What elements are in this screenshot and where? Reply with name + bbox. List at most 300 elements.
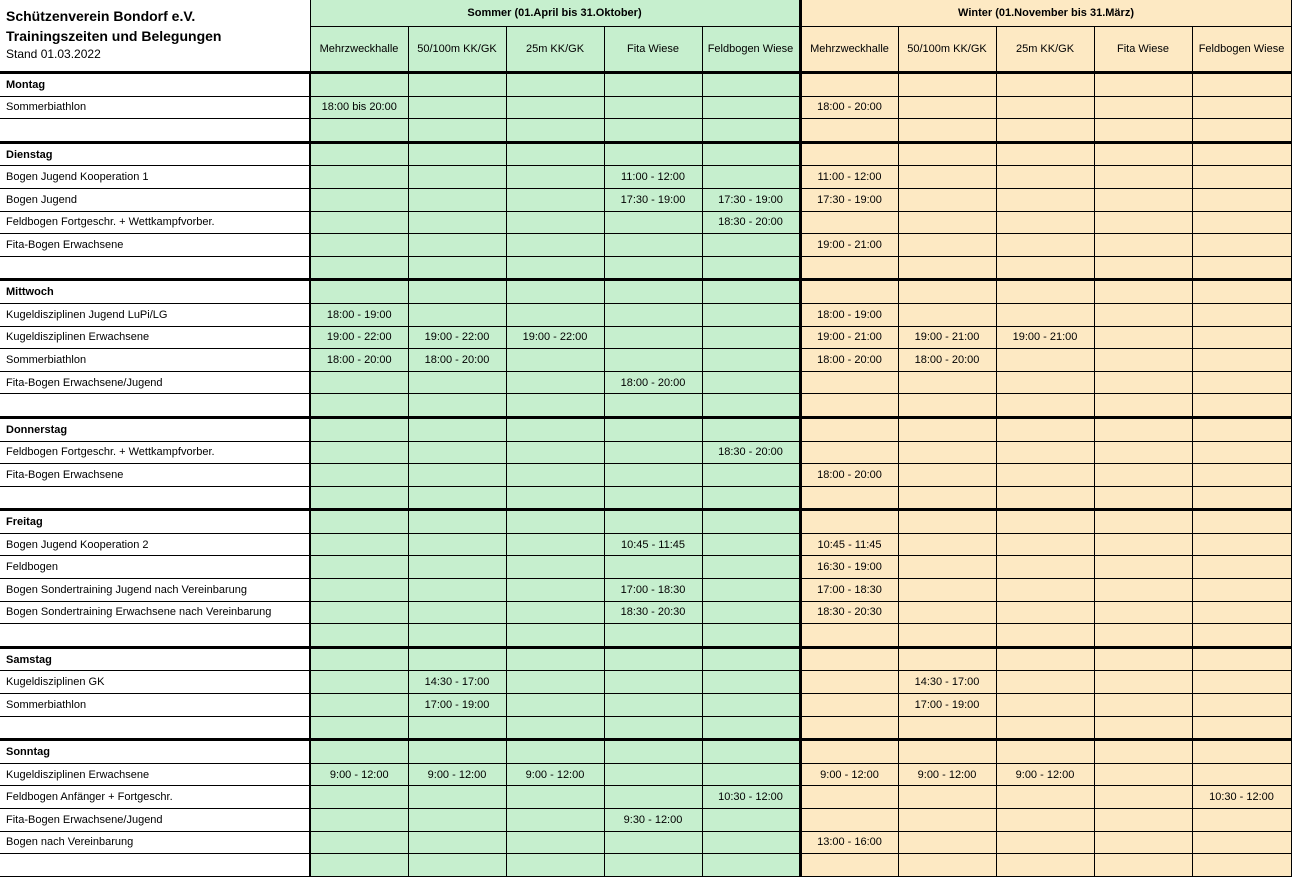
- summer-time-cell: [702, 763, 800, 786]
- summer-time-cell: [310, 809, 408, 832]
- winter-time-cell: [1094, 579, 1192, 602]
- summer-cell: [506, 73, 604, 97]
- activity-label: [0, 394, 310, 418]
- table-row: [0, 671, 1291, 694]
- day-row: [0, 510, 1291, 534]
- winter-time-cell: [1094, 256, 1192, 280]
- summer-time-cell: [604, 326, 702, 349]
- activity-label: Fita-Bogen Erwachsene/Jugend: [0, 371, 310, 394]
- table-row: [0, 716, 1291, 740]
- summer-time-cell: 11:00 - 12:00: [604, 166, 702, 189]
- winter-time-cell: [898, 119, 996, 143]
- summer-time-cell: [310, 211, 408, 234]
- winter-time-cell: 14:30 - 17:00: [898, 671, 996, 694]
- summer-time-cell: [310, 716, 408, 740]
- summer-cell: [604, 740, 702, 764]
- winter-time-cell: [1192, 464, 1291, 487]
- page-title: Trainingszeiten und Belegungen: [6, 28, 222, 44]
- winter-time-cell: [1192, 854, 1291, 877]
- winter-time-cell: [996, 624, 1094, 648]
- winter-time-cell: 17:00 - 19:00: [898, 694, 996, 717]
- summer-time-cell: 18:00 - 20:00: [604, 371, 702, 394]
- summer-time-cell: [408, 188, 506, 211]
- table-row: [0, 394, 1291, 418]
- winter-time-cell: 19:00 - 21:00: [898, 326, 996, 349]
- winter-time-cell: 17:30 - 19:00: [800, 188, 898, 211]
- activity-label: [0, 486, 310, 510]
- table-row: [0, 188, 1291, 211]
- summer-col-header: Mehrzweckhalle: [310, 27, 408, 73]
- winter-cell: [996, 73, 1094, 97]
- summer-time-cell: 18:00 bis 20:00: [310, 96, 408, 119]
- winter-cell: [898, 142, 996, 166]
- summer-cell: [702, 647, 800, 671]
- summer-time-cell: [408, 786, 506, 809]
- summer-time-cell: 14:30 - 17:00: [408, 671, 506, 694]
- winter-time-cell: 13:00 - 16:00: [800, 831, 898, 854]
- summer-time-cell: 18:30 - 20:00: [702, 211, 800, 234]
- activity-label: [0, 716, 310, 740]
- summer-time-cell: [702, 831, 800, 854]
- day-row: [0, 142, 1291, 166]
- summer-time-cell: 18:00 - 20:00: [408, 349, 506, 372]
- winter-time-cell: [1192, 441, 1291, 464]
- winter-time-cell: [1094, 809, 1192, 832]
- winter-time-cell: 10:45 - 11:45: [800, 533, 898, 556]
- summer-time-cell: [702, 371, 800, 394]
- summer-cell: [408, 510, 506, 534]
- summer-cell: [310, 740, 408, 764]
- summer-cell: [408, 647, 506, 671]
- winter-time-cell: [1192, 671, 1291, 694]
- winter-time-cell: [1094, 556, 1192, 579]
- winter-time-cell: [1094, 371, 1192, 394]
- winter-time-cell: [996, 579, 1094, 602]
- winter-cell: [1192, 510, 1291, 534]
- summer-time-cell: [310, 556, 408, 579]
- winter-time-cell: 16:30 - 19:00: [800, 556, 898, 579]
- summer-time-cell: [408, 854, 506, 877]
- winter-time-cell: [898, 831, 996, 854]
- winter-col-header: Mehrzweckhalle: [800, 27, 898, 73]
- winter-time-cell: 10:30 - 12:00: [1192, 786, 1291, 809]
- activity-label: Kugeldisziplinen Erwachsene: [0, 326, 310, 349]
- summer-time-cell: [408, 256, 506, 280]
- summer-time-cell: [506, 533, 604, 556]
- summer-time-cell: [408, 119, 506, 143]
- winter-time-cell: [1192, 394, 1291, 418]
- summer-cell: [506, 280, 604, 304]
- winter-col-header: Feldbogen Wiese: [1192, 27, 1291, 73]
- summer-time-cell: [408, 211, 506, 234]
- activity-label: Fita-Bogen Erwachsene: [0, 464, 310, 487]
- summer-time-cell: [408, 601, 506, 624]
- summer-time-cell: [702, 809, 800, 832]
- activity-label: Fita-Bogen Erwachsene: [0, 234, 310, 257]
- summer-cell: [408, 417, 506, 441]
- winter-cell: [800, 510, 898, 534]
- winter-time-cell: [1094, 486, 1192, 510]
- summer-time-cell: [604, 671, 702, 694]
- activity-label: Kugeldisziplinen GK: [0, 671, 310, 694]
- summer-time-cell: [310, 256, 408, 280]
- summer-time-cell: 18:30 - 20:00: [702, 441, 800, 464]
- summer-time-cell: 17:30 - 19:00: [702, 188, 800, 211]
- winter-time-cell: [1094, 211, 1192, 234]
- summer-time-cell: [506, 579, 604, 602]
- winter-time-cell: [996, 211, 1094, 234]
- summer-time-cell: [702, 854, 800, 877]
- winter-time-cell: 19:00 - 21:00: [800, 234, 898, 257]
- winter-time-cell: [1192, 486, 1291, 510]
- table-row: [0, 831, 1291, 854]
- winter-group-header: Winter (01.November bis 31.März): [800, 0, 1291, 27]
- day-row: [0, 280, 1291, 304]
- winter-time-cell: [1094, 188, 1192, 211]
- winter-cell: [898, 740, 996, 764]
- summer-time-cell: [506, 694, 604, 717]
- winter-time-cell: [1192, 188, 1291, 211]
- summer-cell: [604, 142, 702, 166]
- day-row: [0, 647, 1291, 671]
- winter-cell: [996, 647, 1094, 671]
- winter-time-cell: [1094, 234, 1192, 257]
- summer-time-cell: [506, 601, 604, 624]
- summer-time-cell: [506, 464, 604, 487]
- summer-time-cell: [506, 234, 604, 257]
- summer-time-cell: [408, 166, 506, 189]
- winter-time-cell: [1192, 556, 1291, 579]
- winter-cell: [1192, 417, 1291, 441]
- winter-time-cell: [898, 579, 996, 602]
- winter-time-cell: [800, 786, 898, 809]
- summer-time-cell: [702, 119, 800, 143]
- winter-time-cell: [1192, 716, 1291, 740]
- winter-time-cell: [996, 716, 1094, 740]
- summer-time-cell: [310, 486, 408, 510]
- winter-time-cell: [898, 441, 996, 464]
- summer-time-cell: [310, 786, 408, 809]
- table-row: [0, 809, 1291, 832]
- winter-time-cell: [898, 256, 996, 280]
- winter-time-cell: [996, 831, 1094, 854]
- winter-time-cell: [1192, 831, 1291, 854]
- table-row: [0, 579, 1291, 602]
- table-row: [0, 349, 1291, 372]
- summer-cell: [604, 647, 702, 671]
- winter-time-cell: [1094, 96, 1192, 119]
- winter-time-cell: [996, 854, 1094, 877]
- summer-time-cell: [408, 716, 506, 740]
- winter-time-cell: [1094, 441, 1192, 464]
- summer-cell: [702, 417, 800, 441]
- summer-cell: [702, 740, 800, 764]
- summer-time-cell: [604, 854, 702, 877]
- summer-time-cell: 19:00 - 22:00: [310, 326, 408, 349]
- table-row: [0, 119, 1291, 143]
- summer-col-header: 25m KK/GK: [506, 27, 604, 73]
- table-row: [0, 694, 1291, 717]
- winter-time-cell: [898, 96, 996, 119]
- summer-time-cell: [604, 786, 702, 809]
- summer-time-cell: [310, 533, 408, 556]
- winter-time-cell: [1094, 464, 1192, 487]
- winter-time-cell: [1094, 601, 1192, 624]
- winter-time-cell: [1192, 96, 1291, 119]
- winter-time-cell: [800, 211, 898, 234]
- summer-time-cell: [702, 694, 800, 717]
- summer-time-cell: [604, 831, 702, 854]
- summer-cell: [310, 142, 408, 166]
- summer-time-cell: [702, 303, 800, 326]
- winter-time-cell: [1094, 119, 1192, 143]
- winter-cell: [1192, 280, 1291, 304]
- winter-time-cell: [898, 486, 996, 510]
- winter-time-cell: [996, 671, 1094, 694]
- winter-time-cell: 18:00 - 20:00: [800, 96, 898, 119]
- winter-time-cell: [898, 533, 996, 556]
- summer-cell: [310, 647, 408, 671]
- winter-time-cell: [1192, 211, 1291, 234]
- table-row: [0, 303, 1291, 326]
- summer-cell: [310, 280, 408, 304]
- summer-time-cell: 9:00 - 12:00: [310, 763, 408, 786]
- summer-time-cell: [408, 809, 506, 832]
- winter-time-cell: [1094, 763, 1192, 786]
- summer-time-cell: 9:00 - 12:00: [408, 763, 506, 786]
- summer-time-cell: [702, 671, 800, 694]
- summer-time-cell: [506, 166, 604, 189]
- winter-time-cell: [800, 854, 898, 877]
- summer-time-cell: [506, 96, 604, 119]
- winter-cell: [996, 142, 1094, 166]
- summer-time-cell: [408, 464, 506, 487]
- summer-cell: [506, 647, 604, 671]
- winter-time-cell: [1094, 166, 1192, 189]
- winter-time-cell: [1192, 303, 1291, 326]
- summer-time-cell: 18:00 - 19:00: [310, 303, 408, 326]
- activity-label: Feldbogen: [0, 556, 310, 579]
- day-label: Donnerstag: [0, 417, 310, 441]
- winter-time-cell: 11:00 - 12:00: [800, 166, 898, 189]
- summer-cell: [604, 280, 702, 304]
- activity-label: [0, 624, 310, 648]
- summer-cell: [310, 73, 408, 97]
- winter-time-cell: [898, 786, 996, 809]
- winter-time-cell: [898, 211, 996, 234]
- summer-col-header: Fita Wiese: [604, 27, 702, 73]
- summer-time-cell: [604, 119, 702, 143]
- winter-time-cell: 9:00 - 12:00: [996, 763, 1094, 786]
- summer-cell: [506, 142, 604, 166]
- activity-label: Bogen nach Vereinbarung: [0, 831, 310, 854]
- winter-time-cell: [898, 624, 996, 648]
- summer-time-cell: [702, 556, 800, 579]
- winter-time-cell: [996, 464, 1094, 487]
- summer-time-cell: [408, 441, 506, 464]
- table-row: [0, 96, 1291, 119]
- summer-time-cell: [408, 303, 506, 326]
- winter-time-cell: [1094, 326, 1192, 349]
- summer-time-cell: [506, 119, 604, 143]
- activity-label: Sommerbiathlon: [0, 96, 310, 119]
- winter-time-cell: [1192, 694, 1291, 717]
- table-row: [0, 441, 1291, 464]
- summer-time-cell: 17:00 - 19:00: [408, 694, 506, 717]
- summer-time-cell: [604, 763, 702, 786]
- winter-time-cell: 18:00 - 20:00: [800, 464, 898, 487]
- summer-time-cell: [506, 671, 604, 694]
- summer-time-cell: [310, 464, 408, 487]
- winter-time-cell: [1094, 786, 1192, 809]
- winter-time-cell: [1094, 716, 1192, 740]
- winter-time-cell: [996, 786, 1094, 809]
- stand-date: Stand 01.03.2022: [6, 47, 101, 61]
- summer-time-cell: 17:00 - 18:30: [604, 579, 702, 602]
- winter-cell: [1094, 417, 1192, 441]
- summer-time-cell: [604, 96, 702, 119]
- winter-time-cell: 18:00 - 19:00: [800, 303, 898, 326]
- winter-time-cell: [898, 303, 996, 326]
- winter-cell: [1192, 142, 1291, 166]
- table-row: [0, 624, 1291, 648]
- summer-time-cell: [702, 394, 800, 418]
- winter-time-cell: [1192, 234, 1291, 257]
- activity-label: Feldbogen Anfänger + Fortgeschr.: [0, 786, 310, 809]
- winter-time-cell: [1192, 166, 1291, 189]
- winter-time-cell: [898, 464, 996, 487]
- summer-time-cell: [604, 694, 702, 717]
- summer-cell: [408, 73, 506, 97]
- summer-time-cell: [408, 96, 506, 119]
- winter-time-cell: 19:00 - 21:00: [996, 326, 1094, 349]
- winter-time-cell: [996, 533, 1094, 556]
- summer-time-cell: [408, 486, 506, 510]
- activity-label: [0, 854, 310, 877]
- summer-time-cell: [408, 234, 506, 257]
- summer-time-cell: [310, 166, 408, 189]
- activity-label: Bogen Jugend Kooperation 2: [0, 533, 310, 556]
- table-row: [0, 786, 1291, 809]
- winter-cell: [800, 280, 898, 304]
- winter-time-cell: [1094, 671, 1192, 694]
- summer-time-cell: [506, 303, 604, 326]
- table-row: [0, 326, 1291, 349]
- winter-col-header: Fita Wiese: [1094, 27, 1192, 73]
- winter-time-cell: [1192, 326, 1291, 349]
- summer-time-cell: [506, 786, 604, 809]
- summer-time-cell: [310, 831, 408, 854]
- winter-time-cell: 18:00 - 20:00: [898, 349, 996, 372]
- winter-time-cell: [800, 671, 898, 694]
- winter-cell: [996, 740, 1094, 764]
- winter-time-cell: [1094, 854, 1192, 877]
- winter-cell: [1192, 740, 1291, 764]
- summer-time-cell: 9:30 - 12:00: [604, 809, 702, 832]
- winter-cell: [898, 73, 996, 97]
- summer-time-cell: [408, 831, 506, 854]
- summer-time-cell: [408, 371, 506, 394]
- summer-time-cell: [408, 394, 506, 418]
- day-label: Dienstag: [0, 142, 310, 166]
- summer-time-cell: 19:00 - 22:00: [506, 326, 604, 349]
- winter-cell: [996, 280, 1094, 304]
- summer-time-cell: 10:45 - 11:45: [604, 533, 702, 556]
- winter-time-cell: [898, 716, 996, 740]
- winter-cell: [800, 142, 898, 166]
- summer-cell: [506, 510, 604, 534]
- winter-time-cell: [800, 394, 898, 418]
- summer-time-cell: [506, 211, 604, 234]
- day-row: [0, 740, 1291, 764]
- summer-cell: [506, 417, 604, 441]
- winter-cell: [800, 417, 898, 441]
- summer-time-cell: [702, 234, 800, 257]
- winter-time-cell: [800, 371, 898, 394]
- winter-time-cell: [898, 601, 996, 624]
- winter-cell: [898, 280, 996, 304]
- winter-time-cell: [1192, 256, 1291, 280]
- summer-time-cell: [702, 716, 800, 740]
- winter-time-cell: 18:30 - 20:30: [800, 601, 898, 624]
- summer-cell: [310, 417, 408, 441]
- winter-time-cell: [1094, 533, 1192, 556]
- summer-time-cell: [310, 119, 408, 143]
- activity-label: Bogen Jugend Kooperation 1: [0, 166, 310, 189]
- winter-time-cell: [800, 486, 898, 510]
- summer-cell: [702, 510, 800, 534]
- table-row: [0, 556, 1291, 579]
- summer-time-cell: [604, 486, 702, 510]
- winter-time-cell: [898, 166, 996, 189]
- activity-label: Feldbogen Fortgeschr. + Wettkampfvorber.: [0, 441, 310, 464]
- summer-time-cell: [310, 601, 408, 624]
- table-row: [0, 211, 1291, 234]
- winter-time-cell: [1192, 763, 1291, 786]
- summer-time-cell: [702, 166, 800, 189]
- activity-label: Feldbogen Fortgeschr. + Wettkampfvorber.: [0, 211, 310, 234]
- winter-time-cell: [996, 556, 1094, 579]
- summer-time-cell: [506, 394, 604, 418]
- winter-time-cell: [996, 188, 1094, 211]
- summer-time-cell: [310, 694, 408, 717]
- winter-time-cell: [996, 809, 1094, 832]
- day-label: Montag: [0, 73, 310, 97]
- winter-time-cell: [996, 371, 1094, 394]
- winter-time-cell: 19:00 - 21:00: [800, 326, 898, 349]
- summer-time-cell: [604, 464, 702, 487]
- summer-time-cell: 17:30 - 19:00: [604, 188, 702, 211]
- day-row: [0, 73, 1291, 97]
- summer-time-cell: [702, 579, 800, 602]
- summer-time-cell: [310, 441, 408, 464]
- winter-cell: [1192, 647, 1291, 671]
- winter-time-cell: [1192, 119, 1291, 143]
- winter-time-cell: [996, 486, 1094, 510]
- winter-time-cell: [996, 441, 1094, 464]
- activity-label: Bogen Sondertraining Erwachsene nach Vereinbarung: [0, 601, 310, 624]
- winter-time-cell: [800, 441, 898, 464]
- day-label: Sonntag: [0, 740, 310, 764]
- winter-time-cell: [1192, 579, 1291, 602]
- summer-time-cell: 18:30 - 20:30: [604, 601, 702, 624]
- summer-time-cell: [408, 533, 506, 556]
- winter-time-cell: [898, 854, 996, 877]
- summer-time-cell: [702, 349, 800, 372]
- summer-time-cell: [604, 349, 702, 372]
- summer-time-cell: [702, 486, 800, 510]
- activity-label: Kugeldisziplinen Erwachsene: [0, 763, 310, 786]
